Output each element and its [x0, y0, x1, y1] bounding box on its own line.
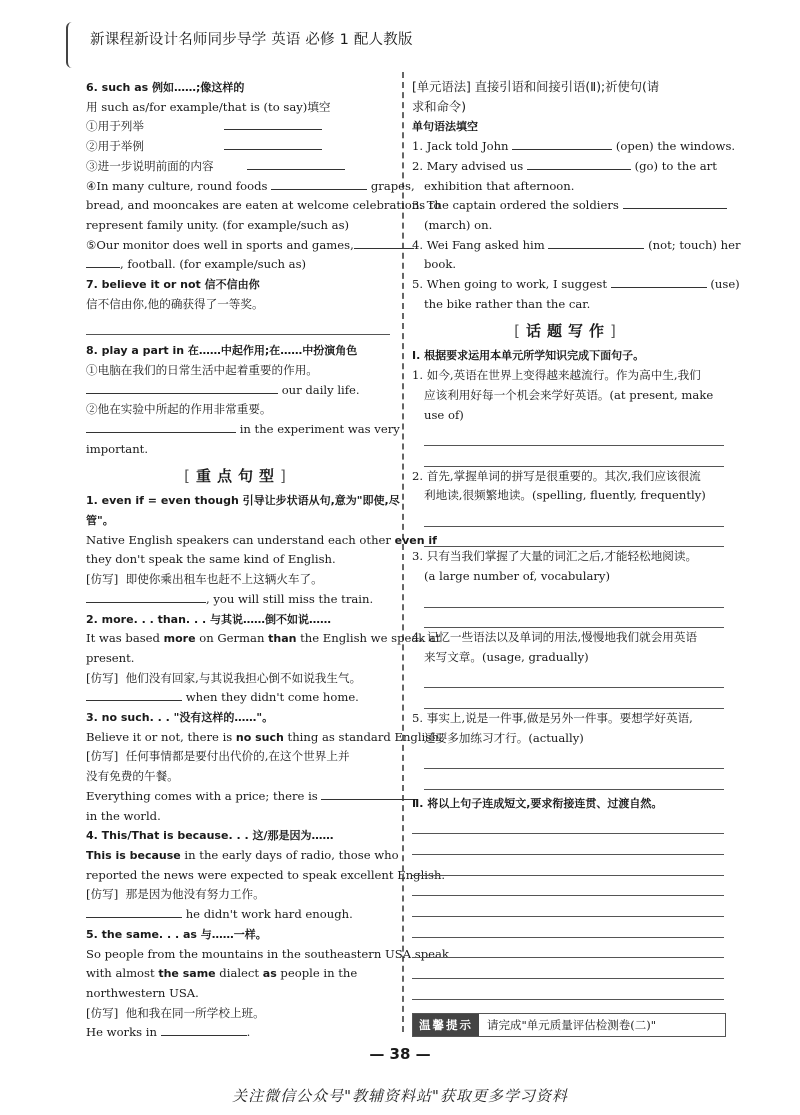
- p1-title: 1. even if = even though 引导让步状语从句,意为"即使,尽: [86, 494, 400, 508]
- reminder-label: 温馨提示: [413, 1014, 479, 1036]
- answer-line[interactable]: [412, 834, 724, 855]
- grammar-q5: 5. When going to work, I suggest (use): [412, 277, 740, 292]
- header-bracket: [66, 22, 76, 68]
- q6-item-1: ①用于列举: [86, 117, 390, 137]
- q8-sentence-1: ①电脑在我们的日常生活中起着重要的作用。: [86, 362, 318, 377]
- p5-title: 5. the same. . . as 与……一样。: [86, 927, 267, 941]
- reminder-text: 请完成"单元质量评估检测卷(二)": [487, 1018, 657, 1032]
- p5-example: So people from the mountains in the southeastern USA speak: [86, 946, 449, 961]
- answer-line[interactable]: [424, 769, 724, 790]
- answer-blank[interactable]: [86, 381, 278, 394]
- grammar-q2-cont: exhibition that afternoon.: [424, 178, 575, 193]
- column-divider: [402, 72, 404, 1032]
- reminder-box: [412, 1013, 726, 1037]
- answer-line[interactable]: [412, 938, 724, 959]
- writing-q1-cont2: use of): [424, 407, 464, 422]
- p5-answer: He works in .: [86, 1025, 251, 1040]
- q6-item-4-cont: bread, and mooncakes are eaten at welcome celebrations to: [86, 198, 441, 213]
- q6-item-5-cont: , football. (for example/such as): [86, 255, 390, 275]
- p5-example-cont2: northwestern USA.: [86, 985, 199, 1000]
- grammar-title: [单元语法] 直接引语和间接引语(Ⅱ);祈使句(请: [412, 80, 660, 94]
- p2-title: 2. more. . . than. . . 与其说……倒不如说……: [86, 612, 331, 626]
- p1-example-cont: they don't speak the same kind of English.: [86, 552, 336, 567]
- answer-blank[interactable]: [321, 787, 417, 800]
- writing-q3: 3. 只有当我们掌握了大量的词汇之后,才能轻松地阅读。: [412, 549, 698, 564]
- right-column: [412, 78, 741, 1000]
- part-i-title: Ⅰ. 根据要求运用本单元所学知识完成下面句子。: [412, 349, 645, 363]
- writing-q1: 1. 如今,英语在世界上变得越来越流行。作为高中生,我们: [412, 368, 701, 383]
- answer-blank[interactable]: [512, 137, 612, 150]
- writing-q4: 4. 记忆一些语法以及单词的用法,慢慢地我们就会用英语: [412, 630, 698, 645]
- q6-item-2: ②用于举例: [86, 137, 390, 157]
- p2-example-cont: present.: [86, 650, 135, 665]
- p2-imitate: [仿写] 他们没有回家,与其说我担心倒不如说我生气。: [86, 670, 362, 685]
- q6-item-4: ④In many culture, round foods grapes,: [86, 178, 415, 193]
- q6-intro: 用 such as/for example/that is (to say)填空: [86, 99, 331, 114]
- q8-answer-2: in the experiment was very: [86, 420, 390, 440]
- q8-sentence-2: ②他在实验中所起的作用非常重要。: [86, 402, 272, 417]
- answer-line[interactable]: [424, 748, 724, 769]
- p4-title: 4. This/That is because. . . 这/那是因为……: [86, 829, 334, 843]
- grammar-q5-cont: the bike rather than the car.: [424, 296, 591, 311]
- p1-title-cont: 管"。: [86, 514, 114, 528]
- answer-blank[interactable]: [527, 157, 631, 170]
- answer-line[interactable]: [424, 506, 724, 527]
- section-title-key-sentences: [重点句型]: [184, 467, 292, 486]
- answer-line[interactable]: [412, 855, 724, 876]
- p3-imitate-cont: 没有免费的午餐。: [86, 769, 179, 784]
- answer-line[interactable]: [412, 958, 724, 979]
- answer-blank[interactable]: [86, 590, 206, 603]
- writing-q2-cont: 利地读,很频繁地读。(spelling, fluently, frequently): [424, 488, 706, 503]
- writing-q5: 5. 事实上,说是一件事,做是另外一件事。要想学好英语,: [412, 710, 693, 725]
- writing-q5-cont: 还要多加练习才行。(actually): [424, 730, 584, 745]
- answer-blank[interactable]: [548, 236, 644, 249]
- footer-note: 关注微信公众号"教辅资料站"获取更多学习资料: [232, 1087, 568, 1105]
- answer-line[interactable]: [424, 608, 724, 629]
- answer-line[interactable]: [412, 876, 724, 897]
- p3-imitate: [仿写] 任何事情都是要付出代价的,在这个世界上并: [86, 749, 350, 764]
- p3-title: 3. no such. . . "没有这样的……"。: [86, 711, 274, 725]
- fill-title: 单句语法填空: [412, 120, 478, 134]
- answer-line[interactable]: [424, 446, 724, 467]
- answer-blank[interactable]: [224, 117, 322, 130]
- answer-line[interactable]: [424, 688, 724, 709]
- p5-imitate: [仿写] 他和我在同一所学校上班。: [86, 1005, 265, 1020]
- writing-q4-cont: 来写文章。(usage, gradually): [424, 649, 589, 664]
- q7-title: 7. believe it or not 信不信由你: [86, 278, 260, 292]
- writing-q1-cont: 应该利用好每一个机会来学好英语。(at present, make: [424, 387, 714, 402]
- header-title: 新课程新设计名师同步导学 英语 必修 1 配人教版: [90, 32, 413, 48]
- p4-imitate: [仿写] 那是因为他没有努力工作。: [86, 887, 265, 902]
- q8-answer-2-cont: important.: [86, 441, 149, 456]
- grammar-q3: 3. The captain ordered the soldiers: [412, 196, 724, 216]
- answer-line[interactable]: [424, 527, 724, 548]
- p1-imitate: [仿写] 即使你乘出租车也赶不上这辆火车了。: [86, 572, 323, 587]
- answer-blank[interactable]: [86, 255, 120, 268]
- answer-blank[interactable]: [224, 137, 322, 150]
- answer-blank[interactable]: [271, 177, 367, 190]
- answer-line[interactable]: [412, 896, 724, 917]
- p1-example: Native English speakers can understand each other even if: [86, 532, 437, 547]
- p4-example-cont: reported the news were expected to speak excellent English.: [86, 867, 446, 882]
- q6-title: 6. such as 例如……;像这样的: [86, 81, 245, 94]
- answer-blank[interactable]: [354, 236, 414, 249]
- writing-q2: 2. 首先,掌握单词的拼写是很重要的。其次,我们应该很流: [412, 468, 701, 483]
- q7-sentence: 信不信由你,他的确获得了一等奖。: [86, 296, 264, 311]
- p3-example: Believe it or not, there is no such thing as standard English.: [86, 729, 443, 744]
- writing-q3-cont: (a large number of, vocabulary): [424, 569, 610, 584]
- answer-blank[interactable]: [86, 905, 182, 918]
- section-title-topic-writing: [话题写作]: [514, 322, 622, 341]
- grammar-q3-cont: (march) on.: [424, 217, 493, 232]
- p5-example-cont: with almost the same dialect as people in the: [86, 966, 358, 981]
- answer-blank[interactable]: [611, 275, 707, 288]
- page-number: — 38 —: [369, 1045, 431, 1063]
- grammar-q1: 1. Jack told John (open) the windows.: [412, 139, 736, 154]
- q6-item-5: ⑤Our monitor does well in sports and games,: [86, 236, 390, 256]
- answer-blank[interactable]: [86, 420, 236, 433]
- p3-answer-cont: in the world.: [86, 808, 161, 823]
- answer-line[interactable]: [412, 917, 724, 938]
- answer-line[interactable]: [424, 425, 724, 446]
- p4-answer: he didn't work hard enough.: [86, 905, 390, 925]
- q6-item-4-cont2: represent family unity. (for example/such as): [86, 217, 350, 232]
- q8-title: 8. play a part in 在……中起作用;在……中扮演角色: [86, 344, 358, 358]
- grammar-q4-cont: book.: [424, 257, 457, 272]
- q8-answer-1: our daily life.: [86, 381, 390, 401]
- p3-answer: Everything comes with a price; there is: [86, 787, 390, 807]
- p1-answer: , you will still miss the train.: [86, 590, 390, 610]
- grammar-q2: 2. Mary advised us (go) to the art: [412, 158, 717, 173]
- p2-answer: when they didn't come home.: [86, 688, 390, 708]
- answer-line[interactable]: [412, 979, 724, 1000]
- answer-blank[interactable]: [161, 1023, 247, 1036]
- grammar-title-cont: 求和命令): [412, 99, 466, 114]
- p4-example: This is because in the early days of radio, those who: [86, 848, 399, 862]
- answer-blank[interactable]: [247, 157, 345, 170]
- answer-line[interactable]: [412, 813, 724, 834]
- answer-line[interactable]: [424, 587, 724, 608]
- part-ii-title: Ⅱ. 将以上句子连成短文,要求衔接连贯、过渡自然。: [412, 796, 663, 810]
- p2-example: It was based more on German than the English we speak at: [86, 631, 441, 646]
- q6-item-3: ③进一步说明前面的内容: [86, 157, 390, 177]
- answer-line[interactable]: [86, 314, 390, 335]
- grammar-q4: 4. Wei Fang asked him (not; touch) her: [412, 237, 741, 252]
- answer-blank[interactable]: [86, 688, 182, 701]
- answer-blank[interactable]: [623, 196, 727, 209]
- answer-line[interactable]: [424, 668, 724, 689]
